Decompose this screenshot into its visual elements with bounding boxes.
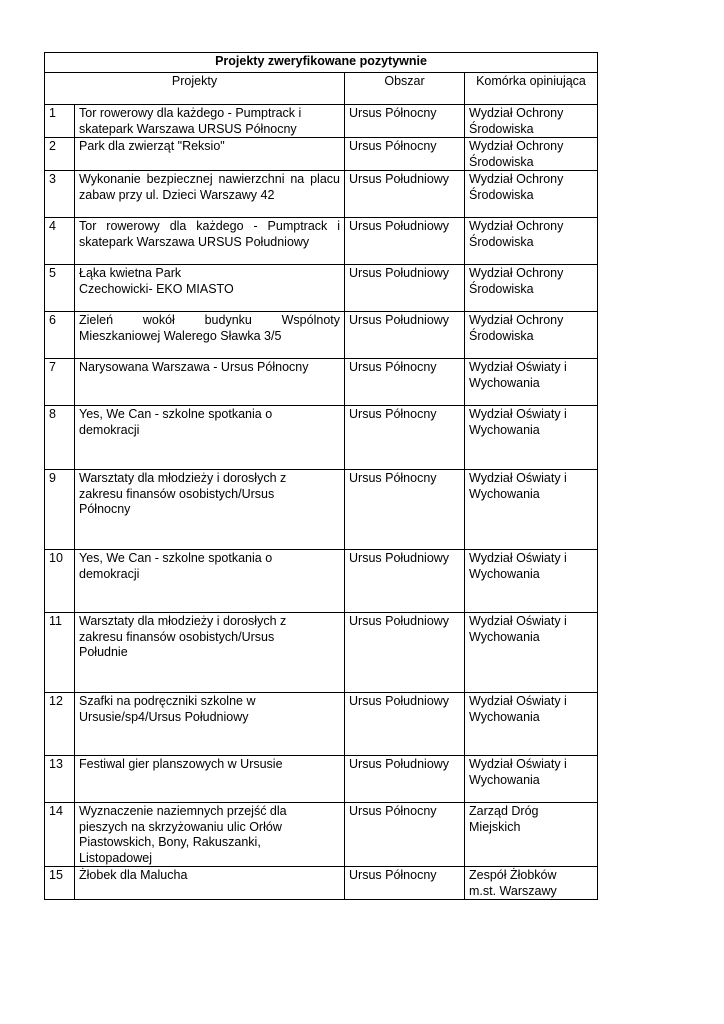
row-number: 4	[45, 218, 75, 265]
title-row	[45, 53, 598, 73]
opinion-unit: Wydział Oświaty i Wychowania	[465, 613, 598, 693]
table-row	[45, 550, 598, 613]
project-name: Yes, We Can - szkolne spotkania o demokracji	[75, 406, 345, 470]
table-row	[45, 756, 598, 803]
table-row	[45, 171, 598, 218]
table-title: Projekty zweryfikowane pozytywnie	[45, 53, 598, 73]
opinion-unit: Zarząd Dróg Miejskich	[465, 803, 598, 867]
table-row	[45, 470, 598, 550]
project-area: Ursus Południowy	[345, 613, 465, 693]
row-number: 6	[45, 312, 75, 359]
project-name: Park dla zwierząt "Reksio"	[75, 138, 345, 171]
project-area: Ursus Północny	[345, 803, 465, 867]
header-projects: Projekty	[45, 73, 345, 105]
project-name: Yes, We Can - szkolne spotkania o demokracji	[75, 550, 345, 613]
project-area: Ursus Południowy	[345, 265, 465, 312]
table-row	[45, 265, 598, 312]
project-name: Żłobek dla Malucha	[75, 867, 345, 900]
project-area: Ursus Północny	[345, 470, 465, 550]
table-row	[45, 693, 598, 756]
project-name: Narysowana Warszawa - Ursus Północny	[75, 359, 345, 406]
opinion-unit: Zespół Żłobków m.st. Warszawy	[465, 867, 598, 900]
table-row	[45, 406, 598, 470]
project-area: Ursus Południowy	[345, 550, 465, 613]
row-number: 1	[45, 105, 75, 138]
project-area: Ursus Północny	[345, 105, 465, 138]
opinion-unit: Wydział Ochrony Środowiska	[465, 265, 598, 312]
row-number: 10	[45, 550, 75, 613]
project-area: Ursus Południowy	[345, 756, 465, 803]
table-row	[45, 803, 598, 867]
table-row	[45, 138, 598, 171]
opinion-unit: Wydział Oświaty i Wychowania	[465, 406, 598, 470]
project-area: Ursus Południowy	[345, 171, 465, 218]
project-name: Zieleń wokół budynku Wspólnoty Mieszkaniowej Walerego Sławka 3/5	[75, 312, 345, 359]
row-number: 15	[45, 867, 75, 900]
project-name: Warsztaty dla młodzieży i dorosłych z zakresu finansów osobistych/Ursus Północny	[75, 470, 345, 550]
project-name: Szafki na podręczniki szkolne w Ursusie/sp4/Ursus Południowy	[75, 693, 345, 756]
table-row	[45, 105, 598, 138]
row-number: 14	[45, 803, 75, 867]
opinion-unit: Wydział Ochrony Środowiska	[465, 218, 598, 265]
project-area: Ursus Południowy	[345, 312, 465, 359]
opinion-unit: Wydział Oświaty i Wychowania	[465, 550, 598, 613]
header-row	[45, 73, 598, 105]
table-row	[45, 359, 598, 406]
row-number: 5	[45, 265, 75, 312]
row-number: 12	[45, 693, 75, 756]
table-row	[45, 867, 598, 900]
opinion-unit: Wydział Oświaty i Wychowania	[465, 359, 598, 406]
table-row	[45, 218, 598, 265]
row-number: 2	[45, 138, 75, 171]
project-area: Ursus Północny	[345, 867, 465, 900]
table-row	[45, 613, 598, 693]
row-number: 3	[45, 171, 75, 218]
row-number: 7	[45, 359, 75, 406]
project-area: Ursus Północny	[345, 359, 465, 406]
table-row	[45, 312, 598, 359]
project-name: Tor rowerowy dla każdego - Pumptrack i skatepark Warszawa URSUS Północny	[75, 105, 345, 138]
projects-table	[44, 52, 598, 900]
opinion-unit: Wydział Ochrony Środowiska	[465, 171, 598, 218]
project-name: Wyznaczenie naziemnych przejść dla pieszych na skrzyżowaniu ulic Orłów Piastowskich, Bony, Rakuszanki, Listopadowej	[75, 803, 345, 867]
row-number: 9	[45, 470, 75, 550]
project-name: Wykonanie bezpiecznej nawierzchni na placu zabaw przy ul. Dzieci Warszawy 42	[75, 171, 345, 218]
project-name: Warsztaty dla młodzieży i dorosłych z zakresu finansów osobistych/Ursus Południe	[75, 613, 345, 693]
header-unit: Komórka opiniująca	[465, 73, 598, 105]
row-number: 8	[45, 406, 75, 470]
header-area: Obszar	[345, 73, 465, 105]
opinion-unit: Wydział Ochrony Środowiska	[465, 138, 598, 171]
opinion-unit: Wydział Oświaty i Wychowania	[465, 756, 598, 803]
project-name: Łąka kwietna Park Czechowicki- EKO MIASTO	[75, 265, 345, 312]
project-area: Ursus Północny	[345, 406, 465, 470]
project-area: Ursus Północny	[345, 138, 465, 171]
project-area: Ursus Południowy	[345, 693, 465, 756]
row-number: 11	[45, 613, 75, 693]
project-name: Tor rowerowy dla każdego - Pumptrack i skatepark Warszawa URSUS Południowy	[75, 218, 345, 265]
project-name: Festiwal gier planszowych w Ursusie	[75, 756, 345, 803]
opinion-unit: Wydział Ochrony Środowiska	[465, 312, 598, 359]
project-area: Ursus Południowy	[345, 218, 465, 265]
opinion-unit: Wydział Oświaty i Wychowania	[465, 470, 598, 550]
row-number: 13	[45, 756, 75, 803]
opinion-unit: Wydział Oświaty i Wychowania	[465, 693, 598, 756]
opinion-unit: Wydział Ochrony Środowiska	[465, 105, 598, 138]
